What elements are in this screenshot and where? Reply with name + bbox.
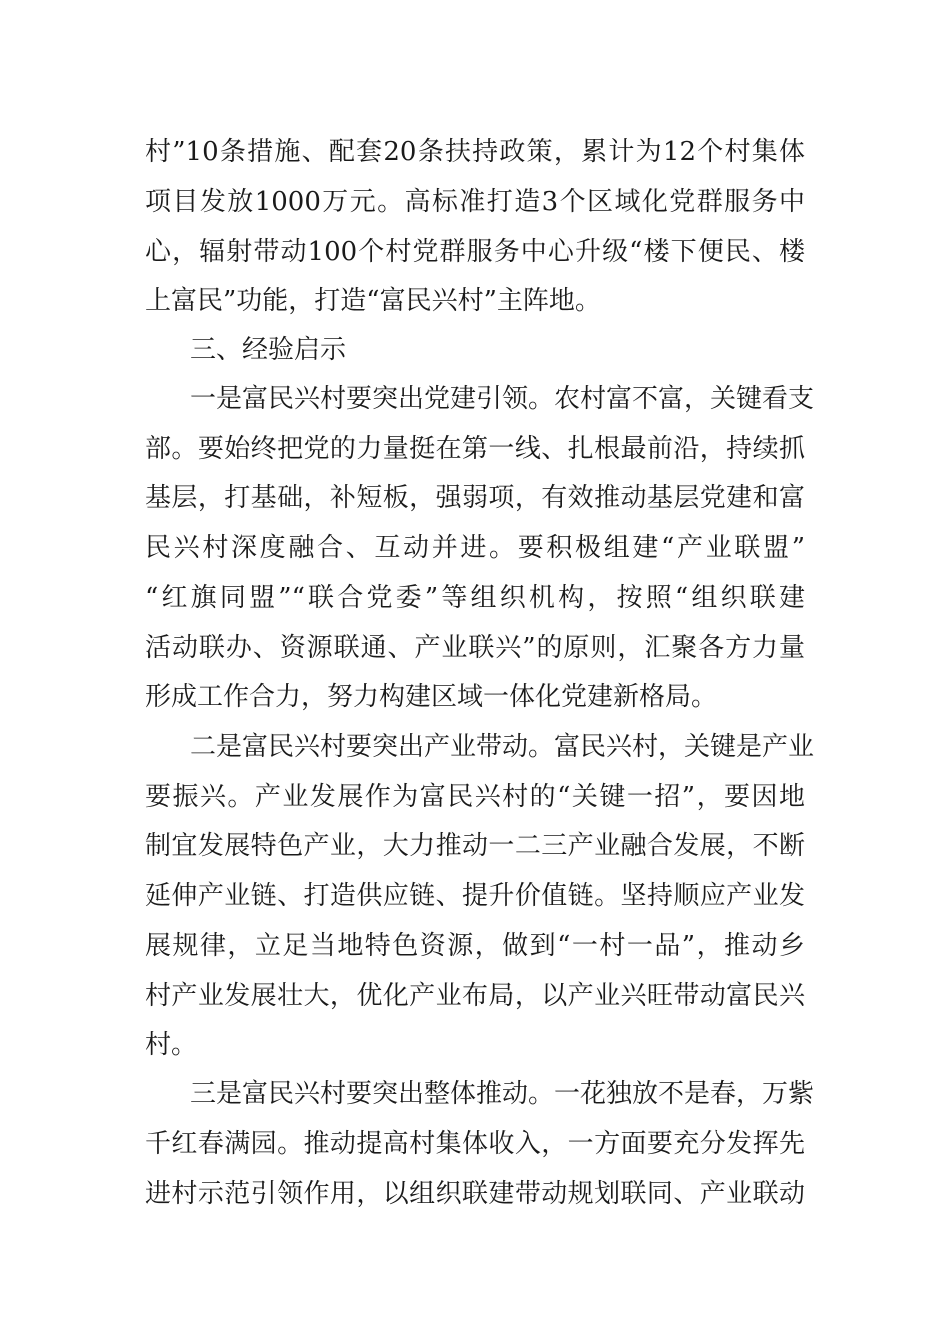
body-text-line: 进村示范引领作用，以组织联建带动规划联同、产业联动	[145, 1179, 805, 1209]
paragraph-first-line: 二是富民兴村要突出产业带动。富民兴村，关键是产业	[190, 732, 815, 762]
body-text-line: 村产业发展壮大，优化产业布局，以产业兴旺带动富民兴	[145, 981, 805, 1011]
body-text-line: 民兴村深度融合、互动并进。要积极组建“产业联盟”	[145, 533, 805, 563]
paragraph-first-line: 一是富民兴村要突出党建引领。农村富不富，关键看支	[190, 384, 815, 414]
body-text-line: 延伸产业链、打造供应链、提升价值链。坚持顺应产业发	[145, 881, 805, 911]
body-text-line: 部。要始终把党的力量挺在第一线、扎根最前沿，持续抓	[145, 434, 805, 464]
body-text-line: 基层，打基础，补短板，强弱项，有效推动基层党建和富	[145, 483, 805, 513]
body-text-line: “红旗同盟”“联合党委”等组织机构，按照“组织联建	[145, 583, 805, 613]
body-text-line: 制宜发展特色产业，大力推动一二三产业融合发展，不断	[145, 831, 805, 861]
body-text-line: 项目发放1000万元。高标准打造3个区域化党群服务中	[145, 187, 805, 217]
body-text-line: 展规律，立足当地特色资源，做到“一村一品”，推动乡	[145, 931, 805, 961]
body-text-line: 心，辐射带动100个村党群服务中心升级“楼下便民、楼	[145, 237, 805, 267]
body-text-line: 上富民”功能，打造“富民兴村”主阵地。	[145, 286, 601, 316]
body-text-line: 村。	[145, 1030, 198, 1060]
section-heading: 三、经验启示	[190, 335, 347, 365]
body-text-line: 要振兴。产业发展作为富民兴村的“关键一招”，要因地	[145, 782, 805, 812]
paragraph-first-line: 三是富民兴村要突出整体推动。一花独放不是春，万紫	[190, 1079, 815, 1109]
body-text-line: 形成工作合力，努力构建区域一体化党建新格局。	[145, 682, 718, 712]
body-text-line: 村”10条措施、配套20条扶持政策，累计为12个村集体	[145, 137, 805, 167]
body-text-line: 千红春满园。推动提高村集体收入，一方面要充分发挥先	[145, 1129, 805, 1159]
body-text-line: 活动联办、资源联通、产业联兴”的原则，汇聚各方力量	[145, 633, 805, 663]
